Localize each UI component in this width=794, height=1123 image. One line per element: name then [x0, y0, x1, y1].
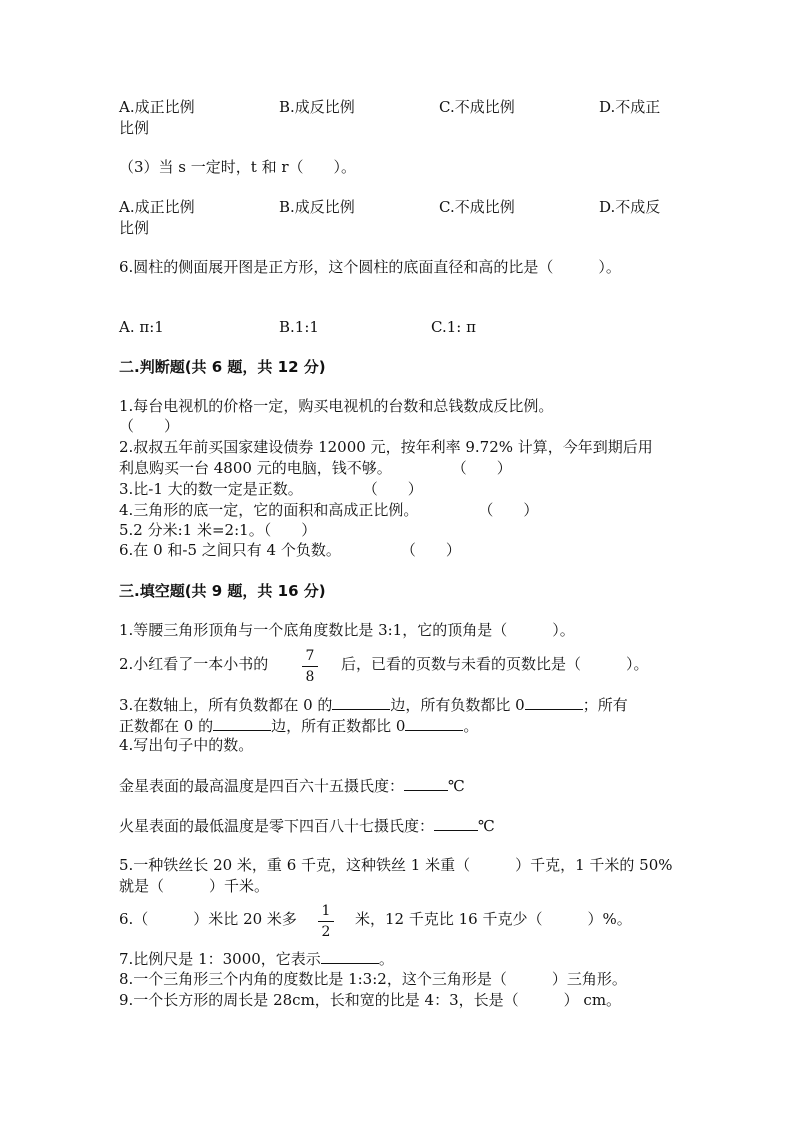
s3-q7: 7.比例尺是 1：3000，它表示 。	[119, 950, 394, 968]
answer-blank[interactable]	[213, 715, 271, 731]
answer-blank[interactable]	[405, 715, 463, 731]
s3-q3-line2: 正数都在 0 的 边，所有正数都比 0 。	[119, 717, 479, 735]
s2-item: 2.叔叔五年前买国家建设债券 12000 元，按年利率 9.72% 计算，今年到期后用	[119, 438, 653, 456]
s3-q6-before: 6.（ ）米比 20 米多	[119, 910, 297, 928]
s2-item: （ ）	[119, 417, 180, 435]
answer-blank[interactable]	[525, 694, 583, 710]
fraction-numerator: 1	[321, 903, 331, 919]
s3-q5-line2: 就是（ ）千米。	[119, 877, 270, 895]
q5-p2-option-c: C.不成比例	[439, 98, 515, 116]
s3-q2-before: 2.小红看了一本小书的	[119, 655, 269, 673]
q5-p2-option-d-cont: 比例	[119, 119, 150, 137]
s2-item: 1.每台电视机的价格一定，购买电视机的台数和总钱数成反比例。	[119, 397, 554, 415]
q5-p3-stem: （3）当 s 一定时，t 和 r（ ）。	[119, 158, 357, 176]
answer-blank[interactable]	[404, 775, 448, 791]
s2-item: 6.在 0 和-5 之间只有 4 个负数。 （ ）	[119, 541, 461, 559]
s2-item: 3.比-1 大的数一定是正数。 （ ）	[119, 480, 423, 498]
section2-title: 二.判断题(共 6 题，共 12 分)	[119, 358, 326, 376]
fraction-bar	[302, 666, 318, 667]
s3-q2-after: 后，已看的页数与未看的页数比是（ ）。	[341, 655, 649, 673]
s2-item: 利息购买一台 4800 元的电脑，钱不够。 （ ）	[119, 459, 512, 477]
q5-p2-option-d: D.不成正	[599, 98, 661, 116]
s3-q4-b: 火星表面的最低温度是零下四百八十七摄氏度： ℃	[119, 817, 495, 835]
q5-p3-option-a: A.成正比例	[119, 198, 195, 216]
q5-p3-option-d-cont: 比例	[119, 219, 150, 237]
fraction-denominator: 8	[305, 669, 315, 685]
answer-blank[interactable]	[434, 815, 478, 831]
s3-q8: 8.一个三角形三个内角的度数比是 1:3:2，这个三角形是（ ）三角形。	[119, 970, 627, 988]
q6-option-a: A. π:1	[119, 318, 164, 336]
s3-q1: 1.等腰三角形顶角与一个底角度数比是 3:1，它的顶角是（ ）。	[119, 621, 575, 639]
s3-q5-line1: 5.一种铁丝长 20 米，重 6 千克，这种铁丝 1 米重（ ）千克，1 千米的 50%	[119, 856, 673, 874]
s3-q3-line1: 3.在数轴上，所有负数都在 0 的 边，所有负数都比 0 ；所有	[119, 696, 628, 714]
s3-q9: 9.一个长方形的周长是 28cm，长和宽的比是 4：3，长是（ ） cm。	[119, 991, 622, 1009]
s3-q2-fraction	[302, 648, 318, 685]
q6-option-c: C.1: π	[431, 318, 476, 336]
s2-item: 5.2 分米:1 米=2:1。（ ）	[119, 521, 317, 539]
q5-p3-option-c: C.不成比例	[439, 198, 515, 216]
q5-p3-option-d: D.不成反	[599, 198, 661, 216]
q5-p3-option-b: B.成反比例	[279, 198, 355, 216]
s3-q4-a: 金星表面的最高温度是四百六十五摄氏度： ℃	[119, 777, 465, 795]
section3-title: 三.填空题(共 9 题，共 16 分)	[119, 582, 326, 600]
s2-item: 4.三角形的底一定，它的面积和高成正比例。 （ ）	[119, 501, 539, 519]
answer-blank[interactable]	[332, 694, 390, 710]
answer-blank[interactable]	[321, 948, 379, 964]
q5-p2-option-b: B.成反比例	[279, 98, 355, 116]
fraction-denominator: 2	[321, 924, 331, 940]
fraction-bar	[318, 921, 334, 922]
q5-p2-option-a: A.成正比例	[119, 98, 195, 116]
s3-q6-fraction	[318, 903, 334, 940]
s3-q4-stem: 4.写出句子中的数。	[119, 736, 254, 754]
q6-option-b: B.1:1	[279, 318, 319, 336]
q6-stem: 6.圆柱的侧面展开图是正方形，这个圆柱的底面直径和高的比是（ ）。	[119, 258, 621, 276]
s3-q6-after: 米，12 千克比 16 千克少（ ）%。	[355, 910, 632, 928]
fraction-numerator: 7	[305, 648, 315, 664]
